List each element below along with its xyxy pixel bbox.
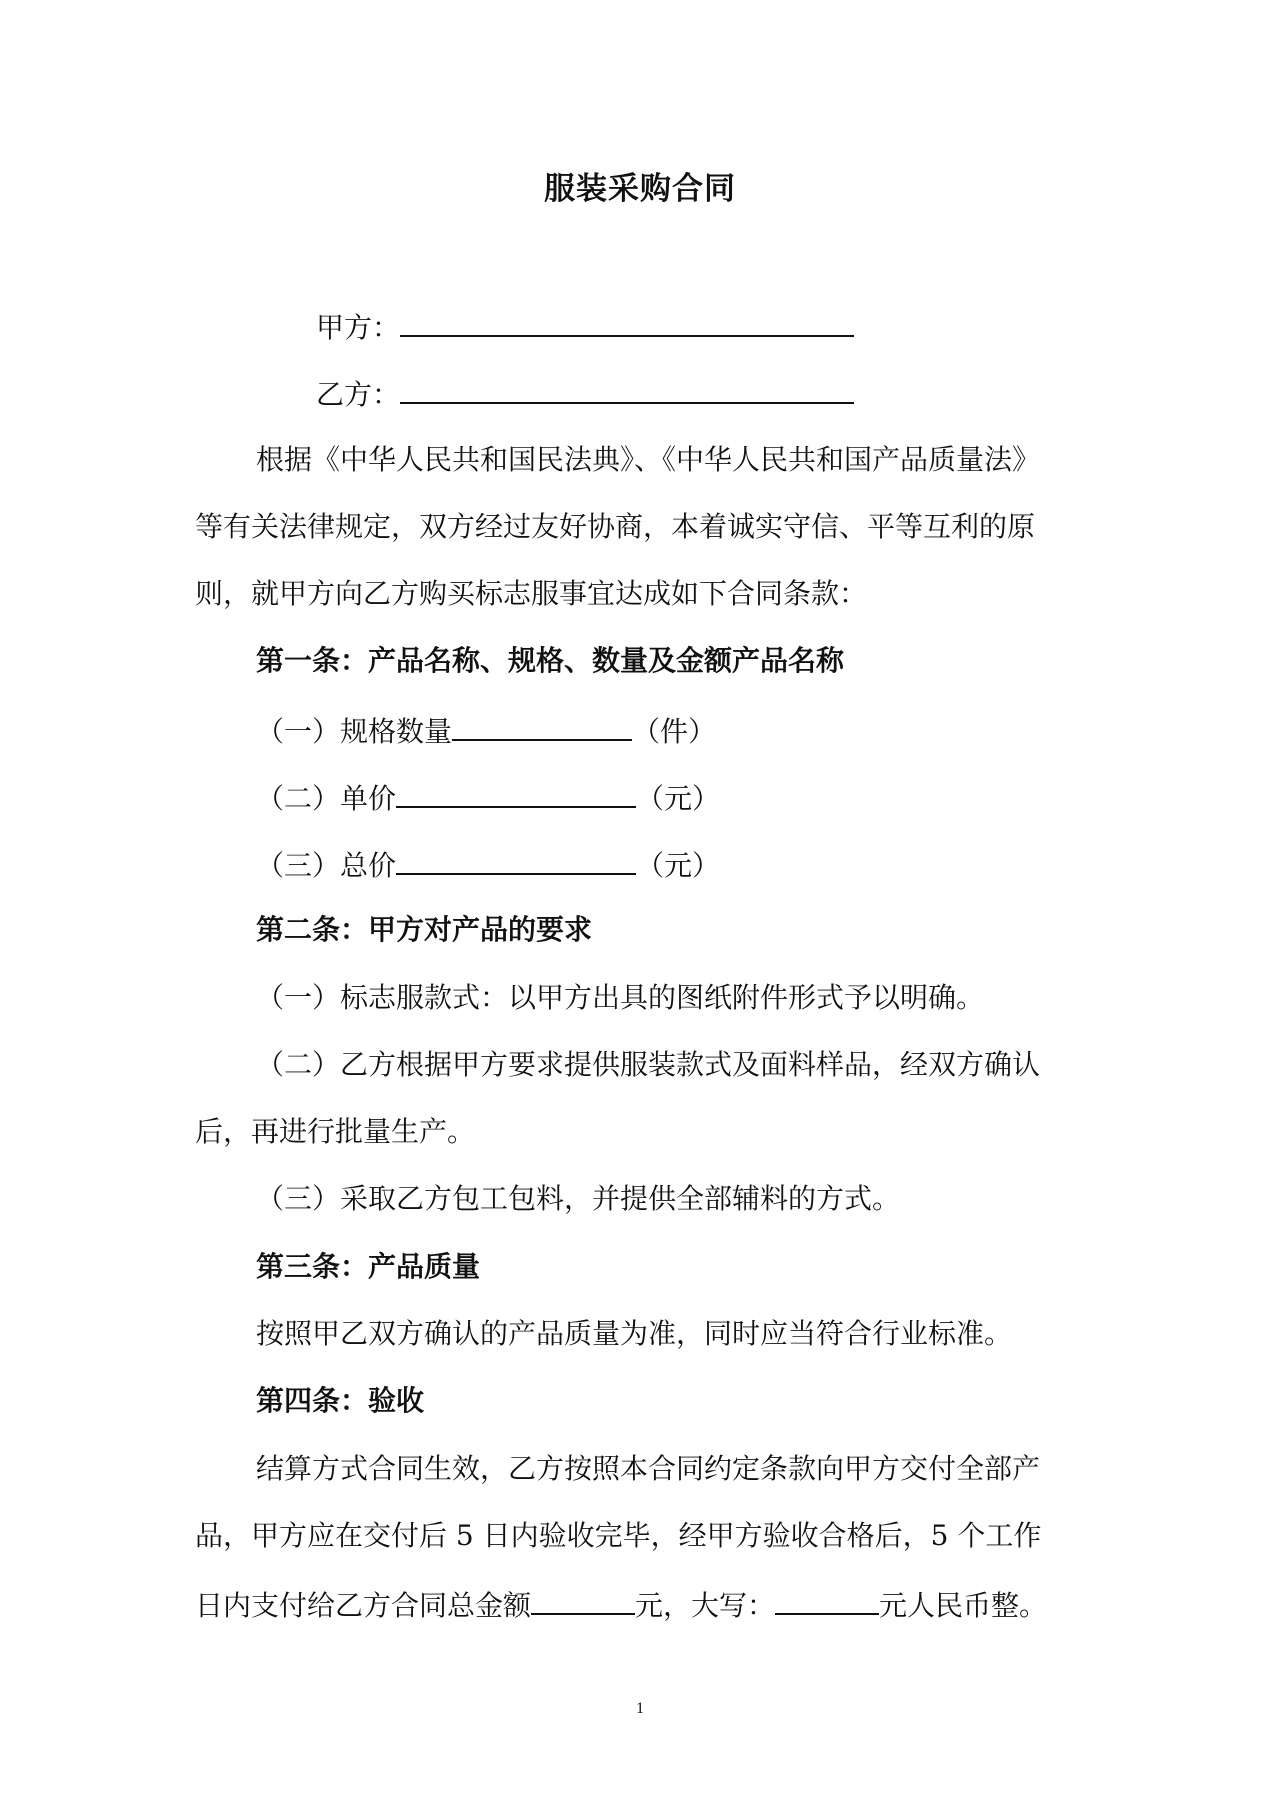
article3-heading: 第三条：产品质量 bbox=[256, 1250, 481, 1283]
article2-heading: 第二条：甲方对产品的要求 bbox=[256, 913, 593, 946]
total-amount-blank[interactable] bbox=[531, 1583, 635, 1615]
unit-price-blank[interactable] bbox=[396, 776, 636, 808]
article4-line-3 bbox=[195, 1583, 1047, 1626]
party-a-label: 甲方： bbox=[316, 311, 401, 344]
article1-item-unit-price bbox=[256, 776, 720, 819]
party-b-blank[interactable] bbox=[400, 372, 854, 404]
party-a-line bbox=[316, 305, 854, 348]
party-a-blank[interactable] bbox=[400, 305, 854, 337]
amount-in-words-blank[interactable] bbox=[775, 1583, 879, 1615]
item-unit: （件） bbox=[632, 715, 717, 748]
article4-text-b: 元，大写： bbox=[635, 1589, 776, 1622]
item-label: （二）单价 bbox=[256, 782, 397, 815]
intro-line-1: 根据《中华人民共和国民法典》、《中华人民共和国产品质量法》 bbox=[256, 443, 1041, 476]
page-number: 1 bbox=[636, 1700, 644, 1717]
party-b-label: 乙方： bbox=[316, 378, 401, 411]
article4-line-2: 品，甲方应在交付后 5 日内验收完毕，经甲方验收合格后，5 个工作 bbox=[195, 1519, 1042, 1552]
article4-line-1: 结算方式合同生效，乙方按照本合同约定条款向甲方交付全部产 bbox=[256, 1452, 1041, 1485]
article2-line-4: （三）采取乙方包工包料，并提供全部辅料的方式。 bbox=[256, 1182, 901, 1215]
item-label: （一）规格数量 bbox=[256, 715, 453, 748]
article1-item-quantity bbox=[256, 709, 716, 752]
page-title: 服装采购合同 bbox=[544, 171, 736, 207]
article4-heading: 第四条：验收 bbox=[256, 1384, 425, 1417]
article2-line-2: （二）乙方根据甲方要求提供服装款式及面料样品，经双方确认 bbox=[256, 1048, 1041, 1081]
article2-line-3: 后，再进行批量生产。 bbox=[195, 1115, 476, 1148]
quantity-blank[interactable] bbox=[452, 709, 632, 741]
article4-text-a: 日内支付给乙方合同总金额 bbox=[195, 1589, 532, 1622]
total-price-blank[interactable] bbox=[396, 843, 636, 875]
article4-text-c: 元人民币整。 bbox=[879, 1589, 1048, 1622]
item-label: （三）总价 bbox=[256, 849, 397, 882]
item-unit: （元） bbox=[636, 782, 721, 815]
intro-line-2: 等有关法律规定，双方经过友好协商，本着诚实守信、平等互利的原 bbox=[195, 510, 1036, 543]
party-b-line bbox=[316, 372, 854, 415]
intro-line-3: 则，就甲方向乙方购买标志服事宜达成如下合同条款： bbox=[195, 577, 868, 610]
article1-item-total-price bbox=[256, 843, 720, 886]
article2-line-1: （一）标志服款式：以甲方出具的图纸附件形式予以明确。 bbox=[256, 981, 985, 1014]
article3-text: 按照甲乙双方确认的产品质量为准，同时应当符合行业标准。 bbox=[256, 1317, 1013, 1350]
article1-heading: 第一条：产品名称、规格、数量及金额产品名称 bbox=[256, 644, 845, 677]
item-unit: （元） bbox=[636, 849, 721, 882]
